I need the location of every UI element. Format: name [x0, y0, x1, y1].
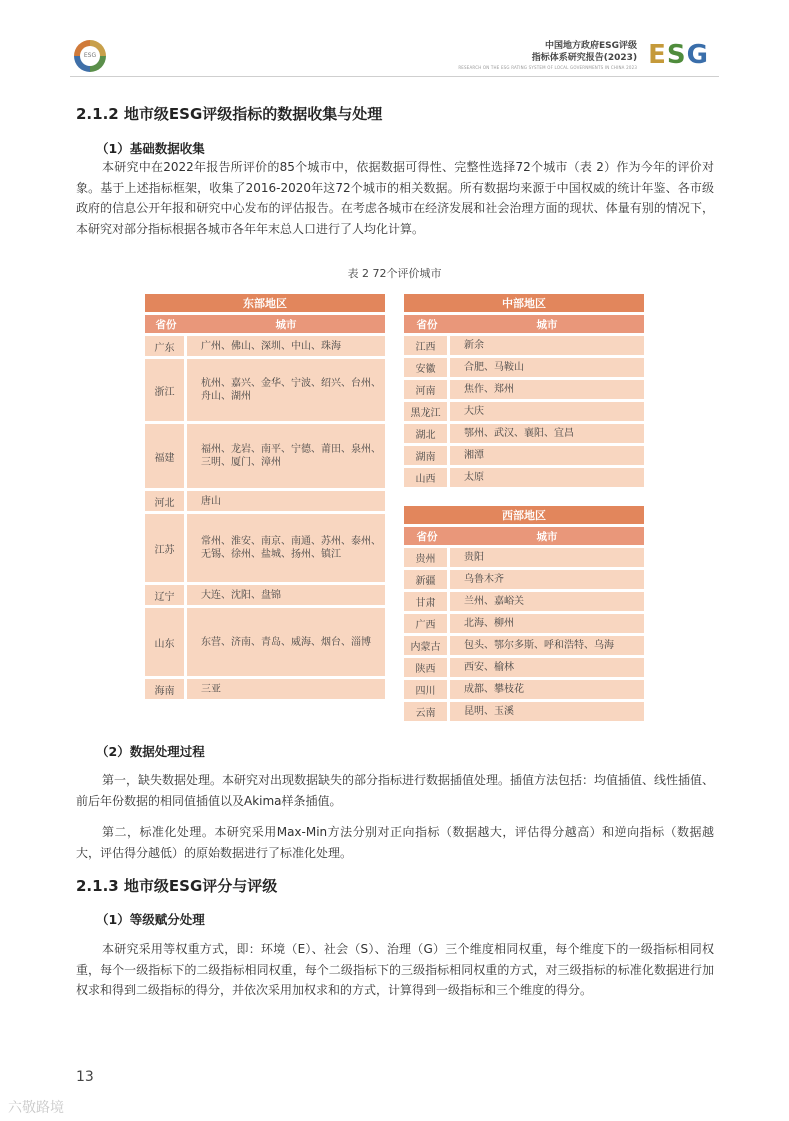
- paragraph-data-collection: 本研究中在2022年报告所评价的85个城市中，依据数据可得性、完整性选择72个城市（表 2）作为今年的评价对象。基于上述指标框架，收集了2016-2020年这72个城市的相关数据。所有数据均来源于中国权威的统计年鉴、各市级政府的信息公开年报和研究中心发布的评估报告。在考虑各城市在经济发展和社会治理方面的现状、体量有别的情况下，本研究对部分指标根据各城市各年年末总人口进行了人均化计算。: [76, 160, 714, 236]
- table-row: 甘肃 兰州、嘉峪关: [404, 592, 644, 611]
- east-region-title: 东部地区: [145, 294, 385, 312]
- table-row: 广东 广州、佛山、深圳、中山、珠海: [145, 336, 385, 356]
- east-region-table: [145, 291, 385, 702]
- table-row: 安徽 合肥、马鞍山: [404, 358, 644, 377]
- table-row: 贵州 贵阳: [404, 548, 644, 567]
- table-row: 湖北 鄂州、武汉、襄阳、宜昌: [404, 424, 644, 443]
- west-region-table: [404, 503, 644, 724]
- header-title-line1: 中国地方政府ESG评级: [545, 41, 638, 51]
- subheading-data-collection: （1）基础数据收集: [96, 141, 205, 156]
- paragraph-weighting: 本研究采用等权重方式，即：环境（E）、社会（S）、治理（G）三个维度相同权重，每个维度下的一级指标相同权重，每个一级指标下的二级指标相同权重，每个二级指标下的三级指标相同权重的方式，对三级指标的标准化数据进行加权求和得到二级指标的得分，并依次采用加权求和的方式，计算得到一级指标和三个维度的得分。: [76, 942, 714, 997]
- esg-logo: ESG: [648, 40, 709, 70]
- table-row: 浙江 杭州、嘉兴、金华、宁波、绍兴、台州、舟山、湖州: [145, 359, 385, 421]
- logo-text: ESG: [80, 46, 100, 66]
- header-divider: [70, 76, 719, 77]
- table-row: 广西 北海、柳州: [404, 614, 644, 633]
- table-row: 云南 昆明、玉溪: [404, 702, 644, 721]
- page-number: 13: [76, 1069, 94, 1085]
- column-header-city: 城市: [450, 527, 644, 545]
- table-row: 江西 新余: [404, 336, 644, 355]
- table-row: 河南 焦作、郑州: [404, 380, 644, 399]
- table-row: 黑龙江 大庆: [404, 402, 644, 421]
- column-header-city: 城市: [187, 315, 385, 333]
- table-row: 四川 成都、攀枝花: [404, 680, 644, 699]
- report-header: [458, 40, 709, 71]
- header-english-title: RESEARCH ON THE ESG RATING SYSTEM OF LOCAL GOVERNMENTS IN CHINA 2023: [458, 65, 638, 70]
- table-row: 内蒙古 包头、鄂尔多斯、呼和浩特、乌海: [404, 636, 644, 655]
- subheading-data-processing: （2）数据处理过程: [96, 744, 205, 759]
- section-heading-2-1-2: 2.1.2 地市级ESG评级指标的数据收集与处理: [76, 105, 383, 123]
- west-region-title: 西部地区: [404, 506, 644, 524]
- table-row: 辽宁 大连、沈阳、盘锦: [145, 585, 385, 605]
- paragraph-standardization: 第二，标准化处理。本研究采用Max-Min方法分别对正向指标（数据越大，评估得分越高）和逆向指标（数据越大，评估得分越低）的原始数据进行了标准化处理。: [76, 825, 714, 860]
- column-header-city: 城市: [450, 315, 644, 333]
- table-row: 陕西 西安、榆林: [404, 658, 644, 677]
- table-row: 湖南 湘潭: [404, 446, 644, 465]
- paragraph-missing-data: 第一，缺失数据处理。本研究对出现数据缺失的部分指标进行数据插值处理。插值方法包括：均值插值、线性插值、前后年份数据的相同值插值以及Akima样条插值。: [76, 773, 715, 808]
- central-region-table: [404, 291, 644, 490]
- header-title-line2: 指标体系研究报告(2023): [531, 53, 638, 63]
- table-row: 山东 东营、济南、青岛、威海、烟台、淄博: [145, 608, 385, 676]
- table-row: 山西 太原: [404, 468, 644, 487]
- subheading-grading: （1）等级赋分处理: [96, 912, 205, 927]
- watermark: 六敬路境: [8, 1100, 64, 1116]
- column-header-province: 省份: [404, 315, 450, 333]
- report-logo: [74, 40, 106, 72]
- column-header-province: 省份: [145, 315, 187, 333]
- table-row: 海南 三亚: [145, 679, 385, 699]
- section-heading-2-1-3: 2.1.3 地市级ESG评分与评级: [76, 877, 278, 895]
- column-header-province: 省份: [404, 527, 450, 545]
- central-region-title: 中部地区: [404, 294, 644, 312]
- table-row: 新疆 乌鲁木齐: [404, 570, 644, 589]
- table-caption: 表 2 72个评价城市: [347, 267, 442, 280]
- table-row: 福建 福州、龙岩、南平、宁德、莆田、泉州、三明、厦门、漳州: [145, 424, 385, 488]
- table-row: 河北 唐山: [145, 491, 385, 511]
- table-row: 江苏 常州、淮安、南京、南通、苏州、泰州、无锡、徐州、盐城、扬州、镇江: [145, 514, 385, 582]
